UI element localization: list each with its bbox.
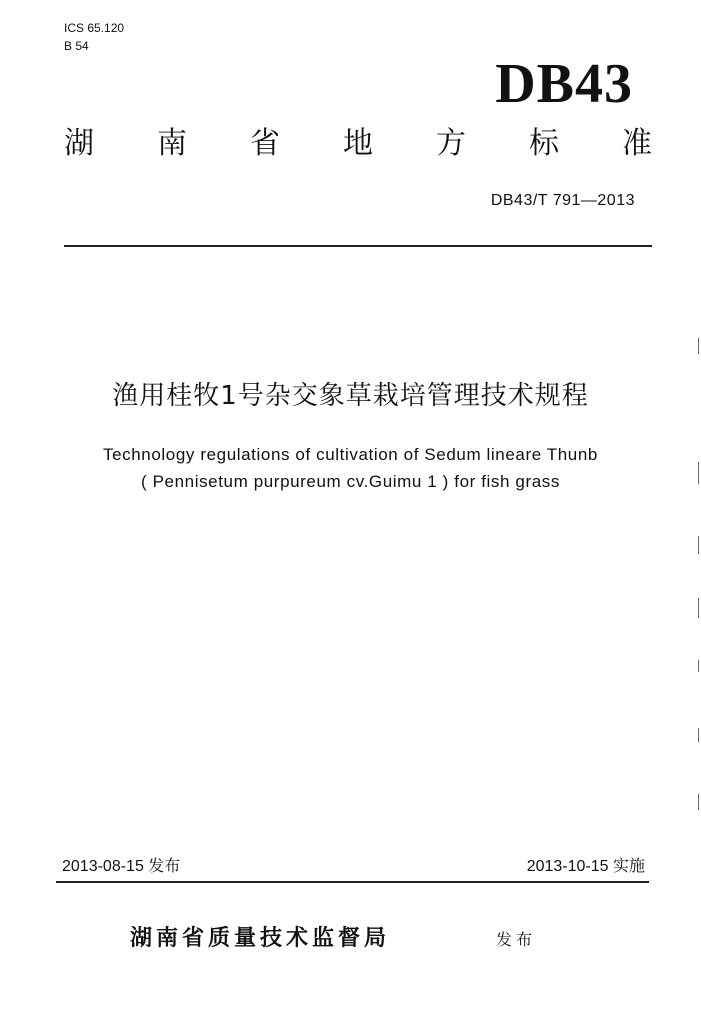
standard-type-char: 准 (622, 126, 652, 161)
chinese-title: 渔用桂牧1号杂交象草栽培管理技术规程 (112, 381, 589, 411)
ics-code: ICS 65.120 (64, 21, 125, 35)
classification-code: B 54 (64, 39, 89, 53)
scan-edge-mark (698, 728, 699, 742)
issuing-authority: 湖南省质量技术监督局 (130, 926, 391, 951)
standard-type-char: 省 (250, 126, 280, 161)
header-divider (64, 245, 652, 247)
standard-type-char: 方 (436, 126, 466, 161)
standard-type-char: 地 (343, 126, 373, 161)
standard-type-char: 湖 (64, 126, 94, 161)
footer-divider (56, 881, 649, 883)
issue-label: 发布 (496, 930, 537, 949)
scan-edge-mark (698, 536, 699, 554)
standard-type-char: 标 (529, 126, 559, 161)
scan-edge-mark (698, 794, 699, 810)
scan-edge-mark (698, 338, 699, 354)
issue-date: 2013-08-15 发布 (62, 858, 181, 875)
scan-edge-mark (698, 660, 699, 672)
standard-type-char: 南 (157, 126, 187, 161)
scan-edge-mark (698, 598, 699, 618)
english-title-line-2: ( Pennisetum purpureum cv.Guimu 1 ) for fish grass (141, 472, 560, 491)
scan-edge-mark (698, 462, 699, 484)
standard-type (64, 124, 652, 164)
standard-number: DB43/T 791—2013 (490, 192, 635, 209)
implementation-date: 2013-10-15 实施 (526, 858, 645, 875)
english-title-line-1: Technology regulations of cultivation of Sedum lineare Thunb (103, 445, 598, 464)
db-code-logo: DB43 (495, 53, 633, 115)
